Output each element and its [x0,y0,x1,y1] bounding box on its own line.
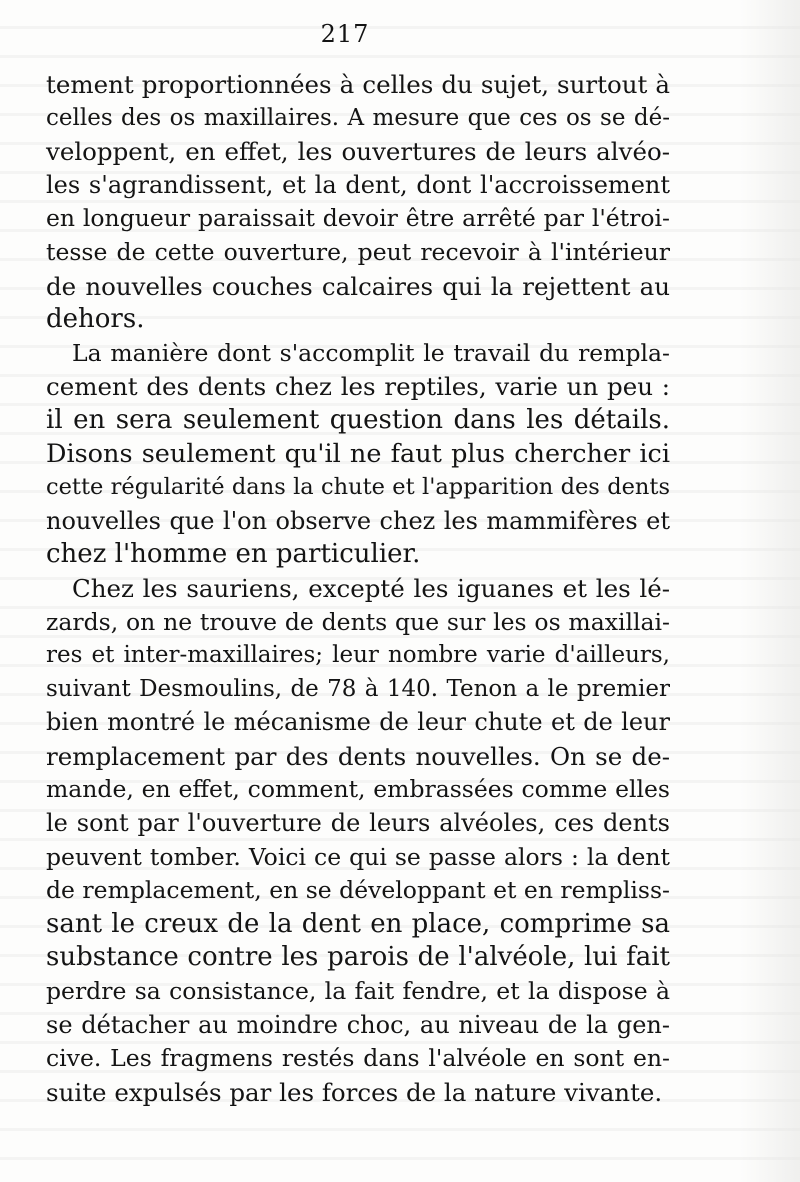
text-line: Disons seulement qu'il ne faut plus chercher ici [46,438,670,469]
page-number: 217 [320,20,370,48]
paragraph-1 [46,68,670,337]
text-line: perdre sa consistance, la fait fendre, et la dispose à [46,977,670,1006]
text-line: tesse de cette ouverture, peut recevoir à l'intérieur [46,237,670,266]
text-line: dehors. [46,304,145,335]
text-line: remplacement par des dents nouvelles. On se de- [46,741,670,771]
text-line: celles des os maxillaires. A mesure que ces os se dé- [46,104,670,131]
text-line: veloppent, en effet, les ouvertures de leurs alvéo- [46,137,670,167]
text-line: de remplacement, en se développant et en rempliss- [46,876,670,905]
text-line: cement des dents chez les reptiles, varie un peu : [46,372,670,402]
text-line: sant le creux de la dent en place, comprime sa [46,908,670,939]
text-line: zards, on ne trouve de dents que sur les os maxillai- [46,607,670,636]
text-line: La manière dont s'accomplit le travail du rempla- [72,338,670,367]
text-line: le sont par l'ouverture de leurs alvéoles, ces dents [46,809,670,838]
text-line: il en sera seulement question dans les détails. [46,404,670,435]
paragraph-3 [46,572,670,1110]
text-line: suivant Desmoulins, de 78 à 140. Tenon a le premier [46,675,670,702]
page-edge-shadow [740,0,800,1182]
text-line: nouvelles que l'on observe chez les mammifères et [46,506,670,535]
text-line: mande, en effet, comment, embrassées comme elles [46,775,670,804]
text-line: peuvent tomber. Voici ce qui se passe alors : la dent [46,842,670,871]
text-line: res et inter-maxillaires; leur nombre varie d'ailleurs, [46,642,670,669]
text-line: substance contre les parois de l'alvéole, lui fait [46,942,670,973]
text-line: cive. Les fragmens restés dans l'alvéole en sont en- [46,1044,670,1073]
text-line: de nouvelles couches calcaires qui la rejettent au [46,271,670,301]
text-line: tement proportionnées à celles du sujet, surtout à [46,70,670,99]
text-line: Chez les sauriens, excepté les iguanes et les lé- [72,573,670,603]
text-line: suite expulsés par les forces de la nature vivante. [46,1077,663,1107]
text-line: cette régularité dans la chute et l'apparition des dents [46,474,670,501]
text-line: se détacher au moindre choc, au niveau de la gen- [46,1010,670,1039]
text-line: en longueur paraissait devoir être arrêté par l'étroi- [46,204,670,233]
body-text [46,68,670,1109]
text-line: bien montré le mécanisme de leur chute et de leur [46,708,670,737]
paragraph-2 [46,337,670,572]
text-line: chez l'homme en particulier. [46,539,421,570]
text-line: les s'agrandissent, et la dent, dont l'accroissement [46,170,670,199]
